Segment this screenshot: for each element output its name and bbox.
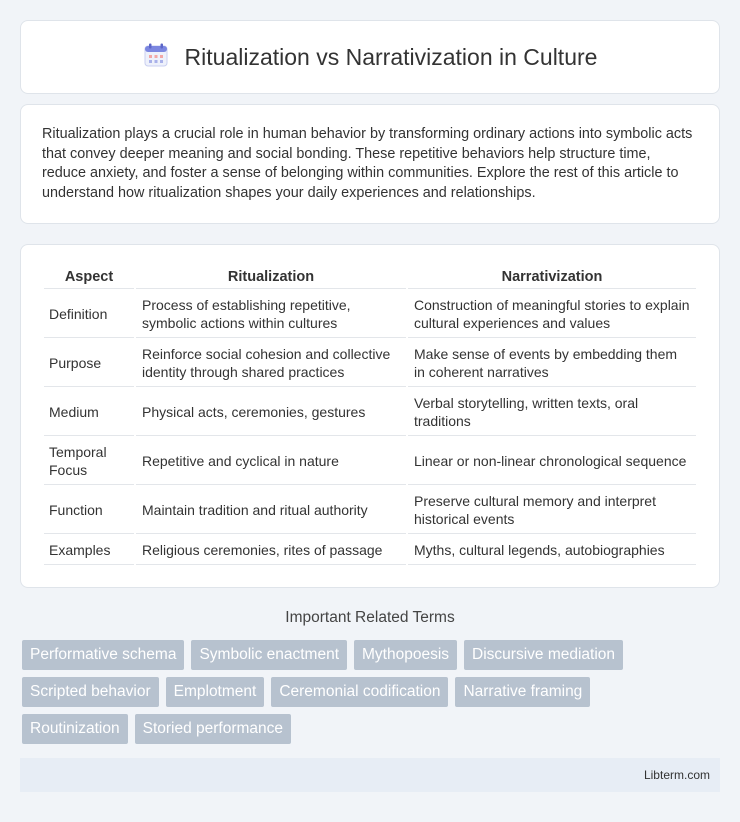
- cell-aspect: Temporal Focus: [44, 438, 134, 485]
- header-ritualization: Ritualization: [136, 266, 406, 289]
- related-terms-list: [22, 640, 722, 751]
- cell-narrativization: Verbal storytelling, written texts, oral traditions: [408, 389, 696, 436]
- cell-aspect: Definition: [44, 291, 134, 338]
- tag-narrative-framing[interactable]: Narrative framing: [455, 677, 590, 707]
- header-card: [20, 20, 720, 94]
- cell-narrativization: Make sense of events by embedding them in coherent narratives: [408, 340, 696, 387]
- cell-ritualization: Reinforce social cohesion and collective identity through shared practices: [136, 340, 406, 387]
- tag-storied-performance[interactable]: Storied performance: [135, 714, 291, 744]
- tag-routinization[interactable]: Routinization: [22, 714, 128, 744]
- page-title: Ritualization vs Narrativization in Culture: [184, 43, 598, 70]
- comparison-table: [42, 264, 698, 567]
- table-row: [44, 536, 696, 565]
- tag-symbolic-enactment[interactable]: Symbolic enactment: [191, 640, 347, 670]
- cell-narrativization: Preserve cultural memory and interpret historical events: [408, 487, 696, 534]
- tag-emplotment[interactable]: Emplotment: [166, 677, 265, 707]
- header-narrativization: Narrativization: [408, 266, 696, 289]
- intro-text: Ritualization plays a crucial role in human behavior by transforming ordinary actions into symbolic acts that convey deeper meaning and social bonding. These repetitive behaviors help structure time, reduce anxiety, and foster a sense of belonging within communities. Explore the rest of this article to understand how ritualization shapes your daily experiences and relationships.: [42, 126, 693, 201]
- tag-performative-schema[interactable]: Performative schema: [22, 640, 184, 670]
- tag-mythopoesis[interactable]: Mythopoesis: [354, 640, 457, 670]
- related-terms-title: Important Related Terms: [285, 609, 455, 626]
- footer: [20, 758, 720, 792]
- cell-ritualization: Maintain tradition and ritual authority: [136, 487, 406, 534]
- tag-row: [22, 640, 722, 670]
- comparison-card: [20, 244, 720, 588]
- header-aspect: Aspect: [44, 266, 134, 289]
- cell-narrativization: Linear or non-linear chronological sequence: [408, 438, 696, 485]
- cell-ritualization: Process of establishing repetitive, symbolic actions within cultures: [136, 291, 406, 338]
- table-row: [44, 291, 696, 338]
- tag-row: [22, 677, 722, 707]
- cell-ritualization: Repetitive and cyclical in nature: [136, 438, 406, 485]
- cell-aspect: Medium: [44, 389, 134, 436]
- table-row: [44, 487, 696, 534]
- cell-aspect: Examples: [44, 536, 134, 565]
- calendar-icon: [143, 42, 169, 73]
- tag-row: [22, 714, 722, 744]
- table-header-row: [44, 266, 696, 289]
- cell-narrativization: Myths, cultural legends, autobiographies: [408, 536, 696, 565]
- table-row: [44, 389, 696, 436]
- table-row: [44, 438, 696, 485]
- intro-card: [20, 104, 720, 224]
- cell-aspect: Function: [44, 487, 134, 534]
- cell-ritualization: Religious ceremonies, rites of passage: [136, 536, 406, 565]
- tag-discursive-mediation[interactable]: Discursive mediation: [464, 640, 623, 670]
- tag-scripted-behavior[interactable]: Scripted behavior: [22, 677, 159, 707]
- cell-ritualization: Physical acts, ceremonies, gestures: [136, 389, 406, 436]
- cell-aspect: Purpose: [44, 340, 134, 387]
- footer-brand[interactable]: Libterm.com: [643, 768, 710, 782]
- tag-ceremonial-codification[interactable]: Ceremonial codification: [271, 677, 448, 707]
- cell-narrativization: Construction of meaningful stories to explain cultural experiences and values: [408, 291, 696, 338]
- table-row: [44, 340, 696, 387]
